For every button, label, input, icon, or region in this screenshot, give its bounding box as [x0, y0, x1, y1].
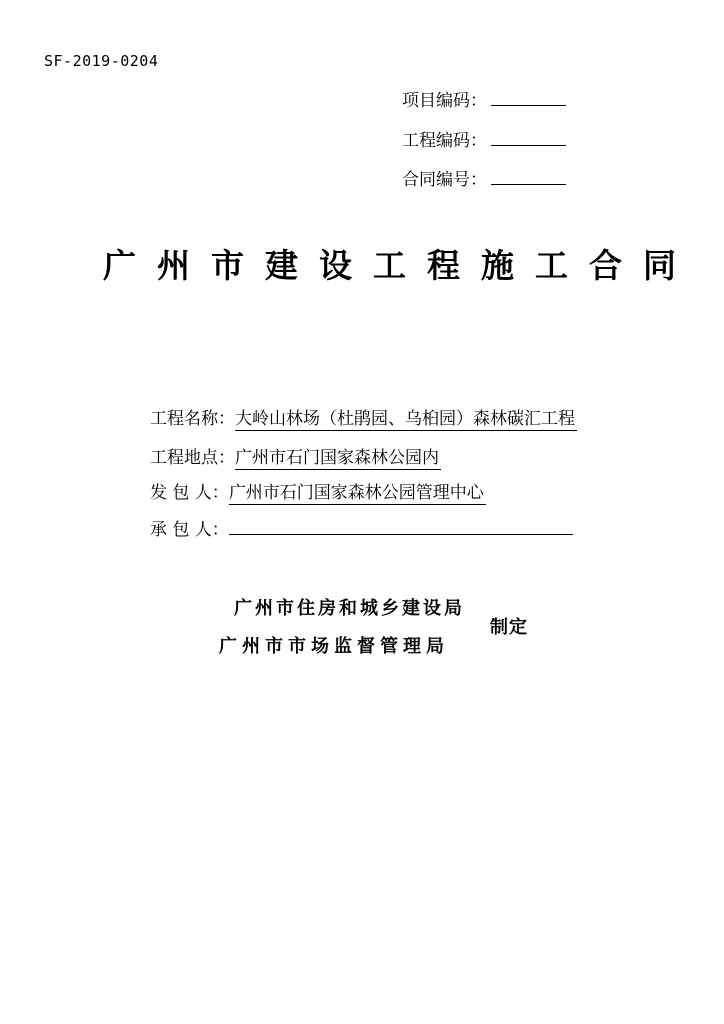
- project-number-row: [402, 86, 566, 111]
- employer-label: 发 包 人：: [150, 483, 229, 503]
- project-name-label: 工程名称：: [150, 409, 235, 429]
- project-number-blank: [491, 89, 566, 106]
- employer-value: 广州市石门国家森林公园管理中心: [228, 483, 484, 503]
- location-row: [150, 443, 441, 470]
- engineering-number-row: [402, 126, 566, 151]
- contractor-label: 承 包 人：: [150, 520, 229, 540]
- contract-number-row: [402, 165, 566, 190]
- engineering-number-blank: [491, 129, 566, 146]
- engineering-number-label: 工程编码：: [402, 131, 487, 151]
- contract-number-label: 合同编号：: [402, 170, 487, 190]
- contract-number-blank: [491, 168, 566, 185]
- page-title: 广州市建设工程施工合同: [103, 246, 697, 285]
- document-code: SF-2019-0204: [44, 52, 159, 70]
- contractor-row: [150, 512, 573, 540]
- project-number-label: 项目编码：: [402, 91, 487, 111]
- employer-row: [150, 478, 486, 505]
- issuer-housing-bureau: 广州市住房和城乡建设局: [234, 598, 465, 619]
- contractor-value: [229, 512, 573, 535]
- location-value: 广州市石门国家森林公园内: [235, 448, 439, 468]
- project-name-row: [150, 404, 577, 431]
- formulated-label: 制定: [490, 617, 528, 638]
- location-label: 工程地点：: [150, 448, 235, 468]
- issuer-market-bureau: 广州市市场监督管理局: [219, 636, 449, 657]
- project-name-value: 大岭山林场（杜鹃园、乌桕园）森林碳汇工程: [235, 409, 575, 429]
